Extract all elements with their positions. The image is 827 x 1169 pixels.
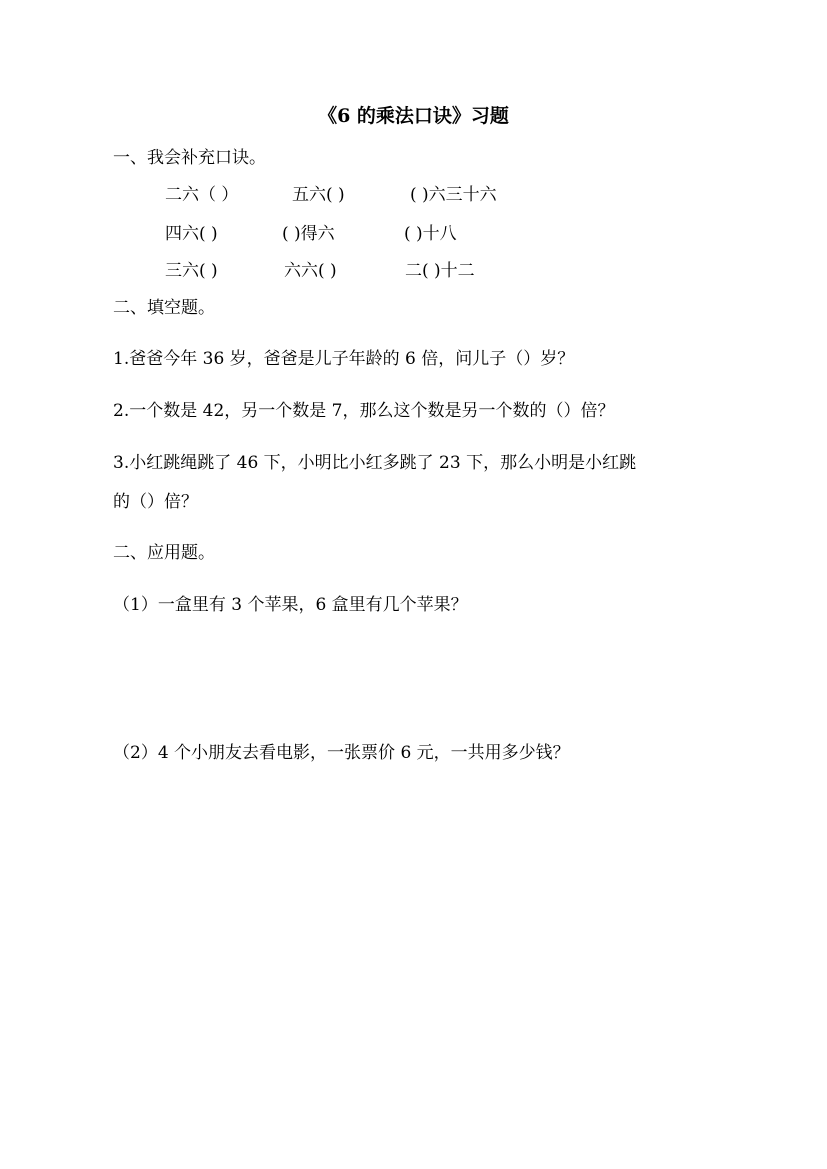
fill-question-2: 2.一个数是 42，另一个数是 7，那么这个数是另一个数的（）倍？ xyxy=(113,401,615,421)
blank-row1-col1: 二六（ ） xyxy=(165,185,239,205)
blank-row2-col2: ( )得六 xyxy=(282,224,335,244)
blank-row1-col3: ( )六三十六 xyxy=(410,185,497,205)
page-title: 《6 的乘法口诀》习题 xyxy=(318,105,509,127)
blank-row2-col1: 四六( ) xyxy=(165,224,218,244)
blank-row1-col2: 五六( ) xyxy=(292,185,345,205)
section1-heading: 一、我会补充口诀。 xyxy=(113,148,266,168)
blank-row2-col3: ( )十八 xyxy=(404,224,457,244)
word-problem-2: （2）4 个小朋友去看电影，一张票价 6 元，一共用多少钱？ xyxy=(113,743,570,763)
fill-question-1: 1.爸爸今年 36 岁，爸爸是儿子年龄的 6 倍，问儿子（）岁？ xyxy=(113,349,575,369)
fill-question-3-line2: 的（）倍？ xyxy=(113,492,198,512)
fill-question-3-line1: 3.小红跳绳跳了 46 下，小明比小红多跳了 23 下，那么小明是小红跳 xyxy=(113,453,637,473)
section3-heading: 二、应用题。 xyxy=(113,543,215,563)
blank-row3-col2: 六六( ) xyxy=(284,261,337,281)
word-problem-1: （1）一盒里有 3 个苹果，6 盒里有几个苹果？ xyxy=(113,595,468,615)
blank-row3-col1: 三六( ) xyxy=(165,261,218,281)
blank-row3-col3: 二( )十二 xyxy=(405,261,475,281)
section2-heading: 二、填空题。 xyxy=(113,298,215,318)
